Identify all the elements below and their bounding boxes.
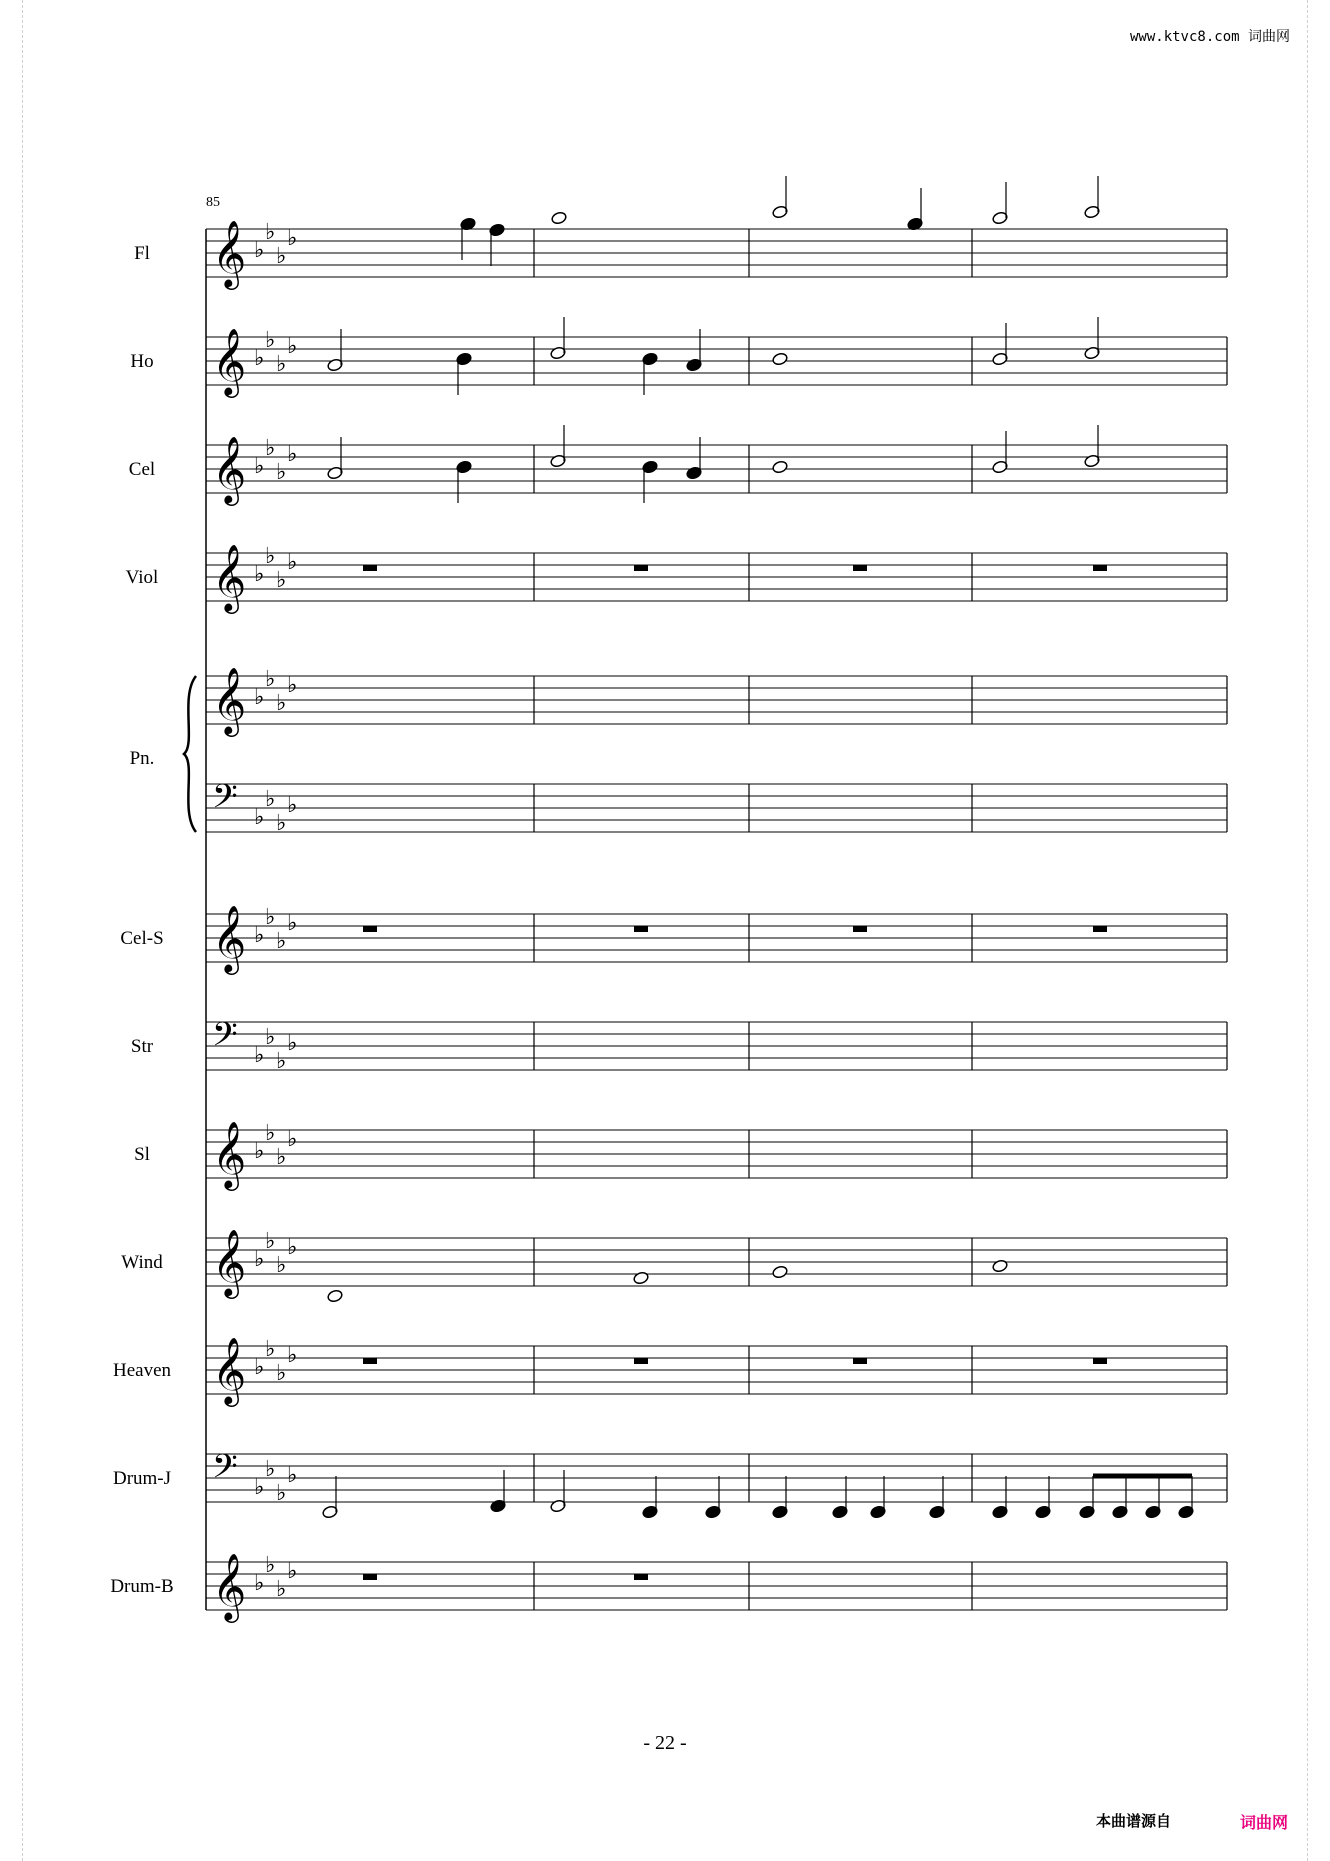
whole-rest [363, 1358, 377, 1364]
note-head [772, 460, 789, 474]
whole-rest [1093, 1358, 1107, 1364]
flat-icon: ♭ [265, 1229, 276, 1254]
instrument-label: Cel-S [120, 928, 164, 949]
flat-icon: ♭ [265, 1121, 276, 1146]
whole-rest [634, 926, 648, 932]
flat-icon: ♭ [276, 568, 287, 593]
flat-icon: ♭ [265, 220, 276, 245]
flat-icon: ♭ [265, 544, 276, 569]
bass-clef-icon: 𝄢 [212, 778, 238, 824]
flat-icon: ♭ [265, 787, 276, 812]
treble-clef-icon: 𝄞 [212, 666, 247, 734]
note-head [772, 1265, 789, 1279]
flat-icon: ♭ [287, 334, 298, 359]
note-head [772, 352, 789, 366]
instrument-label: Pn. [129, 748, 155, 769]
whole-rest [363, 565, 377, 571]
flat-icon: ♭ [287, 793, 298, 818]
instrument-label: Str [130, 1036, 154, 1057]
flat-icon: ♭ [254, 346, 265, 371]
instrument-label: Heaven [112, 1360, 172, 1381]
treble-clef-icon: 𝄞 [212, 543, 247, 611]
note-head [992, 1259, 1009, 1273]
flat-icon: ♭ [254, 685, 265, 710]
treble-clef-icon: 𝄞 [212, 1228, 247, 1296]
treble-clef-icon: 𝄞 [212, 1336, 247, 1404]
flat-icon: ♭ [287, 911, 298, 936]
treble-clef-icon: 𝄞 [212, 1120, 247, 1188]
whole-rest [853, 926, 867, 932]
flat-icon: ♭ [287, 442, 298, 467]
flat-icon: ♭ [287, 1031, 298, 1056]
flat-icon: ♭ [254, 562, 265, 587]
flat-icon: ♭ [254, 923, 265, 948]
flat-icon: ♭ [276, 244, 287, 269]
flat-icon: ♭ [254, 1571, 265, 1596]
whole-rest [853, 1358, 867, 1364]
flat-icon: ♭ [287, 1343, 298, 1368]
flat-icon: ♭ [287, 1127, 298, 1152]
treble-clef-icon: 𝄞 [212, 1552, 247, 1620]
flat-icon: ♭ [276, 1049, 287, 1074]
whole-rest [634, 1574, 648, 1580]
flat-icon: ♭ [287, 550, 298, 575]
flat-icon: ♭ [287, 226, 298, 251]
flat-icon: ♭ [254, 1139, 265, 1164]
instrument-label: Cel [128, 459, 156, 480]
instrument-label: Drum-B [110, 1576, 174, 1597]
note-head [633, 1271, 650, 1285]
whole-rest [853, 565, 867, 571]
instrument-label: Drum-J [112, 1468, 172, 1489]
whole-rest [634, 1358, 648, 1364]
flat-icon: ♭ [276, 811, 287, 836]
treble-clef-icon: 𝄞 [212, 435, 247, 503]
flat-icon: ♭ [276, 460, 287, 485]
instrument-label: Viol [125, 567, 159, 588]
site-label[interactable]: www.ktvc8.com 词曲网 [1129, 29, 1290, 45]
note-head [327, 1289, 344, 1303]
measure-number: 85 [206, 195, 220, 210]
treble-clef-icon: 𝄞 [212, 219, 247, 287]
flat-icon: ♭ [254, 1247, 265, 1272]
page-number: - 22 - [643, 1732, 687, 1754]
source-label: 本曲谱源自 [1096, 1812, 1172, 1830]
flat-icon: ♭ [276, 929, 287, 954]
flat-icon: ♭ [276, 1253, 287, 1278]
whole-rest [363, 1574, 377, 1580]
treble-clef-icon: 𝄞 [212, 327, 247, 395]
instrument-label: Sl [134, 1144, 150, 1165]
flat-icon: ♭ [254, 454, 265, 479]
whole-rest [634, 565, 648, 571]
flat-icon: ♭ [276, 691, 287, 716]
flat-icon: ♭ [276, 1481, 287, 1506]
whole-rest [1093, 926, 1107, 932]
flat-icon: ♭ [254, 805, 265, 830]
flat-icon: ♭ [287, 1463, 298, 1488]
instrument-label: Fl [134, 243, 150, 264]
bass-clef-icon: 𝄢 [212, 1016, 238, 1062]
note-head [551, 211, 568, 225]
bass-clef-icon: 𝄢 [212, 1448, 238, 1494]
flat-icon: ♭ [265, 667, 276, 692]
flat-icon: ♭ [265, 1025, 276, 1050]
flat-icon: ♭ [265, 905, 276, 930]
flat-icon: ♭ [276, 1145, 287, 1170]
flat-icon: ♭ [276, 352, 287, 377]
flat-icon: ♭ [276, 1577, 287, 1602]
whole-rest [363, 926, 377, 932]
instrument-label: Wind [121, 1252, 163, 1273]
treble-clef-icon: 𝄞 [212, 904, 247, 972]
brand-link[interactable]: 词曲网 [1240, 1813, 1289, 1832]
whole-rest [1093, 565, 1107, 571]
flat-icon: ♭ [254, 238, 265, 263]
flat-icon: ♭ [287, 1235, 298, 1260]
piano-brace [184, 676, 196, 832]
flat-icon: ♭ [265, 328, 276, 353]
flat-icon: ♭ [265, 1553, 276, 1578]
flat-icon: ♭ [254, 1355, 265, 1380]
flat-icon: ♭ [265, 436, 276, 461]
flat-icon: ♭ [276, 1361, 287, 1386]
flat-icon: ♭ [265, 1457, 276, 1482]
flat-icon: ♭ [265, 1337, 276, 1362]
flat-icon: ♭ [287, 1559, 298, 1584]
flat-icon: ♭ [287, 673, 298, 698]
flat-icon: ♭ [254, 1475, 265, 1500]
flat-icon: ♭ [254, 1043, 265, 1068]
instrument-label: Ho [130, 351, 154, 372]
